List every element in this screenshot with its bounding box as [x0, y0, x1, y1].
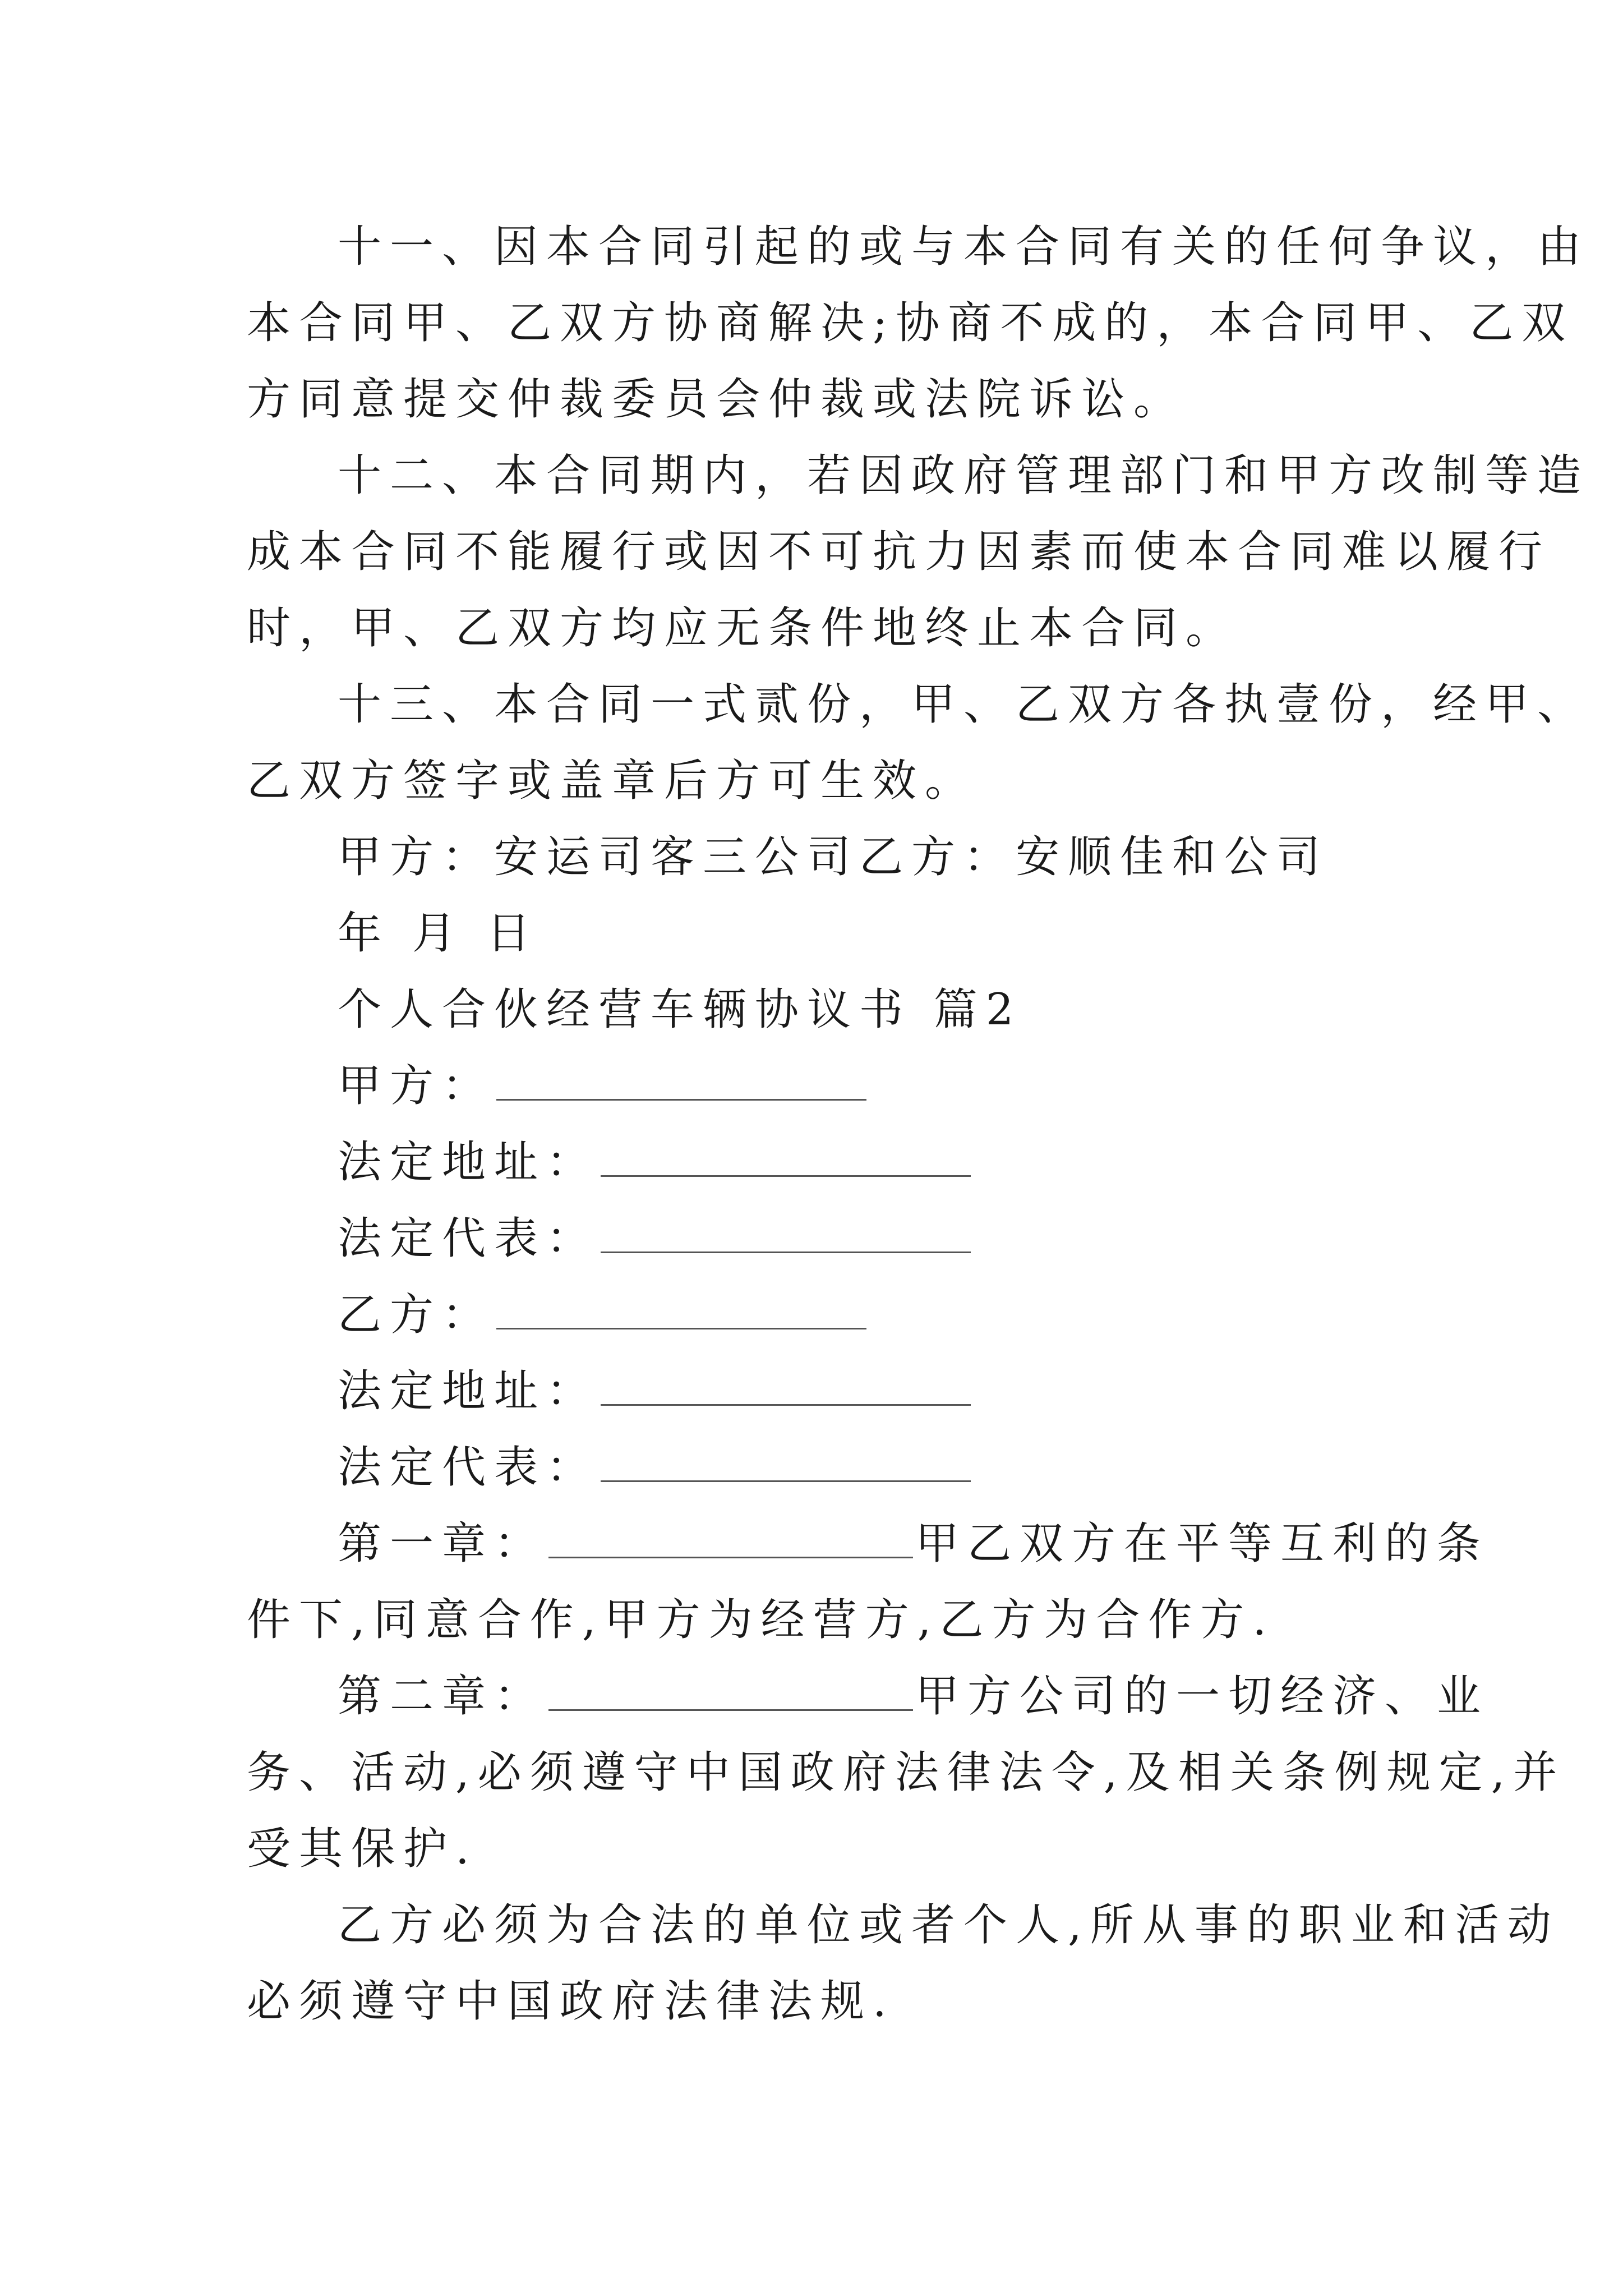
chapter-1-text-1: 甲乙双方在平等互利的条 — [915, 1519, 1490, 1569]
party-a-rep-row — [247, 1200, 1391, 1277]
chapter-1-label: 第一章： — [338, 1519, 547, 1569]
clause-11-line-1: 十一、因本合同引起的或与本合同有关的任何争议，由 — [338, 222, 1590, 272]
party-b-rep-label: 法定代表： — [338, 1442, 599, 1493]
party-b-address-row — [247, 1353, 1391, 1429]
clause-12-line-2: 成本合同不能履行或因不可抗力因素而使本合同难以履行 — [247, 527, 1551, 577]
party-a-rep-blank[interactable] — [601, 1217, 971, 1253]
party-b-blank[interactable] — [496, 1293, 866, 1329]
clause-12-line-1: 十二、本合同期内，若因政府管理部门和甲方改制等造 — [338, 450, 1590, 501]
clause-13-line-2: 乙双方签字或盖章后方可生效。 — [247, 756, 978, 806]
chapter-1-line-2: 件下,同意合作,甲方为经营方,乙方为合作方. — [247, 1595, 1275, 1645]
party-b-rep-row — [247, 1429, 1391, 1506]
chapter-1-blank[interactable] — [548, 1522, 913, 1558]
clause-11-line-2: 本合同甲、乙双方协商解决;协商不成的，本合同甲、乙双 — [247, 298, 1574, 348]
party-b-requirement-line-2: 必须遵守中国政府法律法规. — [247, 1976, 895, 2027]
party-b-requirement-line-1: 乙方必须为合法的单位或者个人,所从事的职业和活动 — [338, 1900, 1560, 1950]
chapter-2-blank[interactable] — [548, 1674, 913, 1711]
section-2-title: 个人合伙经营车辆协议书 篇2 — [338, 984, 1022, 1035]
party-b-row — [247, 1277, 1391, 1353]
party-b-address-blank[interactable] — [601, 1369, 971, 1406]
chapter-2-line-2: 务、活动,必须遵守中国政府法律法令,及相关条例规定,并 — [247, 1747, 1566, 1798]
signature-parties: 甲方：安运司客三公司乙方：安顺佳和公司 — [338, 832, 1329, 882]
chapter-2-line-3: 受其保护. — [247, 1824, 478, 1874]
party-a-row — [247, 1048, 1391, 1124]
party-a-blank[interactable] — [496, 1064, 866, 1101]
chapter-2-label: 第二章： — [338, 1671, 547, 1722]
chapter-2-text-1: 甲方公司的一切经济、业 — [915, 1671, 1490, 1722]
party-b-rep-blank[interactable] — [601, 1446, 971, 1482]
chapter-2-line-1 — [247, 1658, 1490, 1734]
clause-12-line-3: 时，甲、乙双方均应无条件地终止本合同。 — [247, 603, 1238, 654]
party-a-label: 甲方： — [338, 1061, 495, 1111]
clause-13-line-1: 十三、本合同一式贰份，甲、乙双方各执壹份，经甲、 — [338, 679, 1590, 730]
party-b-label: 乙方： — [338, 1290, 495, 1340]
party-a-address-label: 法定地址： — [338, 1137, 599, 1188]
signature-date: 年 月 日 — [338, 908, 539, 959]
party-b-address-label: 法定地址： — [338, 1366, 599, 1416]
clause-11-line-3: 方同意提交仲裁委员会仲裁或法院诉讼。 — [247, 374, 1186, 425]
party-a-rep-label: 法定代表： — [338, 1213, 599, 1264]
document-page — [247, 209, 1590, 2040]
chapter-1-line-1 — [247, 1506, 1490, 1582]
party-a-address-blank[interactable] — [601, 1140, 971, 1177]
party-a-address-row — [247, 1124, 1391, 1200]
